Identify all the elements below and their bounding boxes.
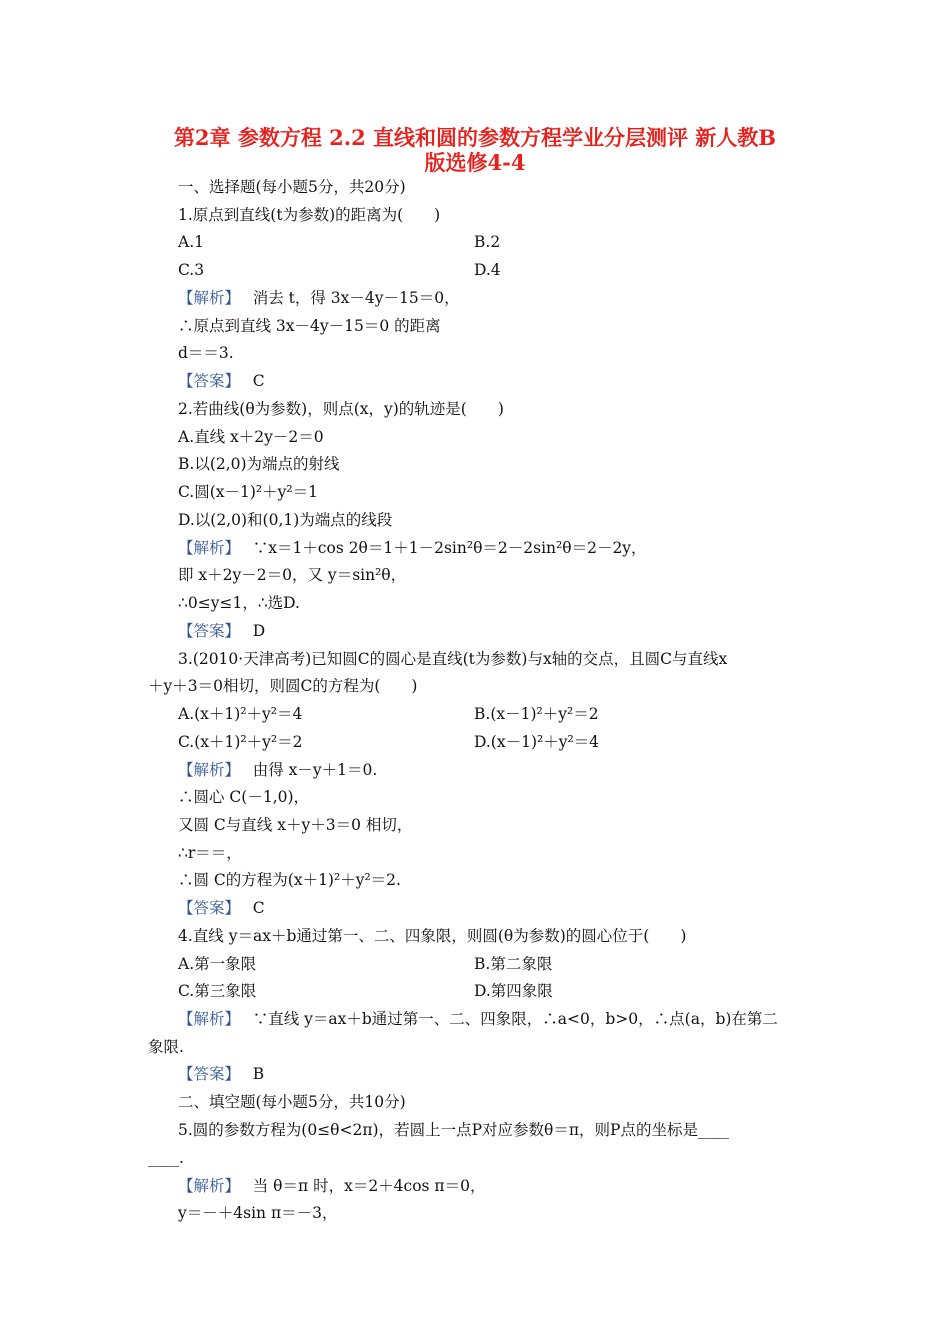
q1-solution-line1: 消去 t，得 3x－4y－15＝0， [252, 289, 460, 307]
document-title-line2: 版选修4-4 [424, 150, 526, 175]
q4-solution-line2: 象限. [148, 1038, 184, 1056]
q2-option-d: D.以(2,0)和(0,1)为端点的线段 [178, 511, 393, 529]
q2-option-b: B.以(2,0)为端点的射线 [178, 455, 340, 473]
q2-solution-line1: ∵x＝1＋cos 2θ＝1＋1－2sin²θ＝2－2sin²θ＝2－2y， [252, 539, 647, 557]
q5-solution-line1: 当 θ＝π 时，x＝2＋4cos π＝0， [252, 1177, 486, 1195]
q1-option-a: A.1 [178, 233, 204, 251]
q2-solution-line2: 即 x＋2y－2＝0，又 y＝sin²θ， [178, 566, 407, 584]
q2-option-a: A.直线 x＋2y－2＝0 [178, 428, 324, 446]
answer-label: 【答案】 [178, 1065, 233, 1083]
question-3-stem-line1: 3.(2010·天津高考)已知圆C的圆心是直线(t为参数)与x轴的交点，且圆C与直线x [178, 650, 728, 668]
q4-option-d: D.第四象限 [474, 982, 553, 1000]
q1-solution-line2: ∴原点到直线 3x－4y－15＝0 的距离 [178, 317, 441, 335]
q3-solution-line3: 又圆 C与直线 x＋y＋3＝0 相切， [178, 816, 413, 834]
q4-option-b: B.第二象限 [474, 955, 553, 973]
q2-solution-line3: ∴0≤y≤1，∴选D. [178, 594, 300, 612]
q3-option-d: D.(x－1)²＋y²＝4 [474, 733, 600, 751]
q3-solution-line4: ∴r＝＝， [178, 844, 242, 862]
q3-option-a: A.(x＋1)²＋y²＝4 [178, 705, 303, 723]
q4-answer: B [252, 1065, 265, 1083]
q1-solution-line3: d＝＝3. [178, 344, 234, 362]
question-4-stem: 4.直线 y＝ax＋b通过第一、二、四象限，则圆(θ为参数)的圆心位于( ) [178, 927, 687, 945]
q4-solution-line1: ∵直线 y＝ax＋b通过第一、二、四象限，∴a<0，b>0，∴点(a，b)在第二 [252, 1010, 778, 1028]
analysis-label: 【解析】 [178, 539, 233, 557]
analysis-label: 【解析】 [178, 761, 233, 779]
q2-answer: D [252, 622, 266, 640]
q3-solution-line5: ∴圆 C的方程为(x＋1)²＋y²＝2. [178, 871, 401, 889]
question-2-stem: 2.若曲线(θ为参数)，则点(x，y)的轨迹是( ) [178, 400, 504, 418]
question-5-stem-line2: ____. [148, 1149, 184, 1167]
q3-option-b: B.(x－1)²＋y²＝2 [474, 705, 599, 723]
section-heading-choice: 一、选择题(每小题5分，共20分) [178, 178, 406, 196]
analysis-label: 【解析】 [178, 1010, 233, 1028]
q1-answer: C [252, 372, 265, 390]
question-3-stem-line2: ＋y＋3＝0相切，则圆C的方程为( ) [148, 677, 418, 695]
q3-answer: C [252, 899, 265, 917]
q5-solution-line2: y＝－＋4sin π＝－3， [178, 1204, 338, 1222]
document-title-line1: 第2章 参数方程 2.2 直线和圆的参数方程学业分层测评 新人教B [173, 125, 777, 150]
q3-option-c: C.(x＋1)²＋y²＝2 [178, 733, 303, 751]
answer-label: 【答案】 [178, 899, 233, 917]
q1-option-c: C.3 [178, 261, 205, 279]
q2-option-c: C.圆(x－1)²＋y²＝1 [178, 483, 318, 501]
q4-option-c: C.第三象限 [178, 982, 257, 1000]
analysis-label: 【解析】 [178, 289, 233, 307]
answer-label: 【答案】 [178, 372, 233, 390]
q3-solution-line2: ∴圆心 C(－1,0)， [178, 788, 310, 806]
answer-label: 【答案】 [178, 622, 233, 640]
q1-option-d: D.4 [474, 261, 501, 279]
q1-option-b: B.2 [474, 233, 501, 251]
analysis-label: 【解析】 [178, 1177, 233, 1195]
q4-option-a: A.第一象限 [178, 955, 257, 973]
question-1-stem: 1.原点到直线(t为参数)的距离为( ) [178, 206, 441, 224]
q3-solution-line1: 由得 x－y＋1＝0. [252, 761, 378, 779]
question-5-stem-line1: 5.圆的参数方程为(0≤θ<2π)，若圆上一点P对应参数θ＝π，则P点的坐标是____ [178, 1121, 729, 1139]
section-heading-fill: 二、填空题(每小题5分，共10分) [178, 1093, 406, 1111]
